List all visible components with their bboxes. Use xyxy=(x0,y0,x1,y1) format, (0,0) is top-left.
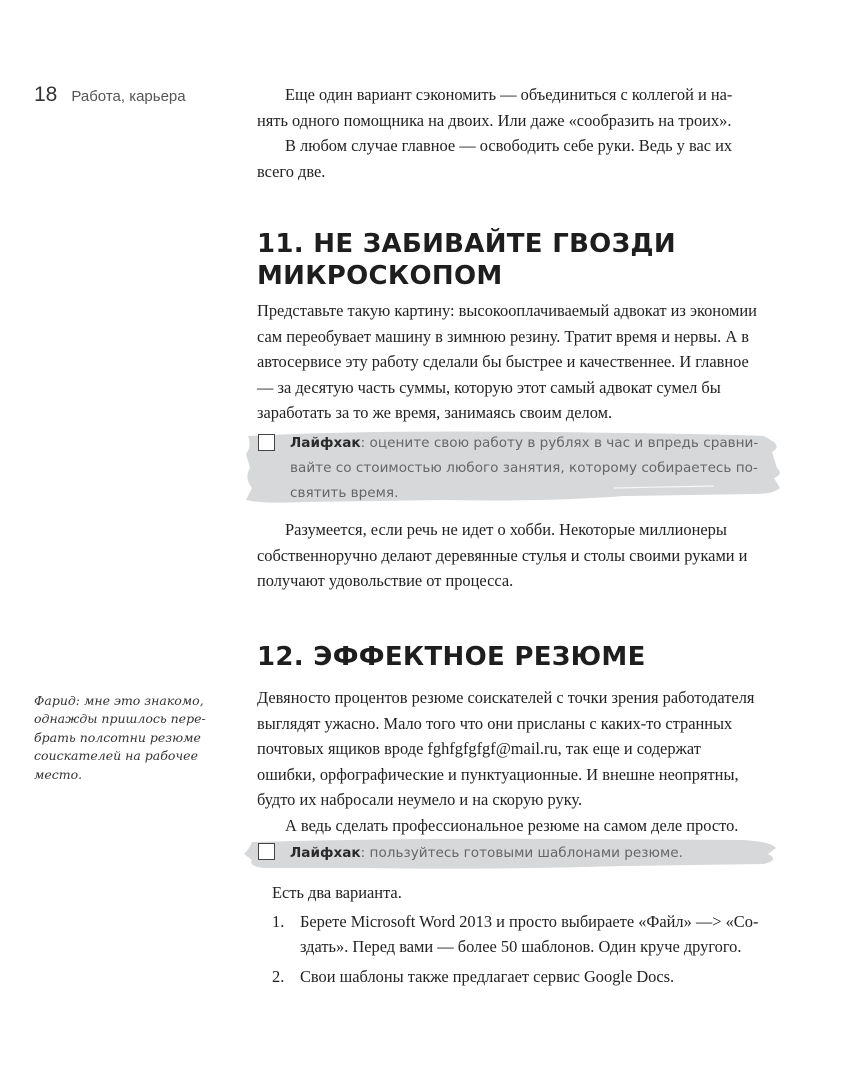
section-11-paragraph: Разумеется, если речь не идет о хобби. Некоторые миллионеры собственноручно делают деревянные стулья и столы своими руками и получают удовольствие от процесса. xyxy=(257,520,748,590)
lifehack-body: : пользуйтесь готовыми шаблонами резюме. xyxy=(360,845,683,861)
running-section-title: Работа, карьера xyxy=(71,88,186,105)
section-11-title: 11. НЕ ЗАБИВАЙТЕ ГВОЗДИ МИКРОСКОПОМ xyxy=(257,229,676,291)
section-12-paragraph: Девяносто процентов резюме соискателей с точки зрения работодателя выглядят ужасно. Мало того что они присланы с каких-то странных почтовых ящиков вроде fghfgfgfgf@mail.ru, так еще и содержат ошибки, орфографические и пунктуационные. И внешне неопрятны, будто их набросали неумело и на скорую руку. xyxy=(257,688,755,809)
section-11-paragraph: Представьте такую картину: высокооплачиваемый адвокат из экономии сам переобувает машину в зимнюю резину. Тратит время и нервы. А в автосервисе эту работу сделали бы быстрее и качественнее. И главное — за десятую часть суммы, которую этот самый адвокат сумел бы заработать за то же время, занимаясь своим делом. xyxy=(257,301,757,422)
lifehack-box xyxy=(244,836,782,872)
checkbox-icon[interactable] xyxy=(258,434,275,451)
variants-block xyxy=(272,880,762,993)
margin-note: Фарид: мне это знакомо, однажды пришлось перебрать полсотни резюме соискателей на рабочее место. xyxy=(34,693,206,782)
section-11-body xyxy=(257,298,757,426)
variants-list xyxy=(272,909,762,990)
list-number: 1. xyxy=(272,911,285,931)
lifehack-text xyxy=(290,841,770,866)
section-12-body xyxy=(257,685,757,838)
running-head xyxy=(34,83,186,107)
lifehack-label: Лайфхак xyxy=(290,845,361,861)
list-number: 2. xyxy=(272,966,285,986)
checkbox-icon[interactable] xyxy=(258,843,275,860)
page-number: 18 xyxy=(34,83,58,106)
lifehack-body: : оцените свою работу в рублях в час и впредь сравнивайте со стоимостью любого занятия, которому собираетесь посвятить время. xyxy=(290,435,759,501)
intro-paragraph: В любом случае главное — освободить себе руки. Ведь у вас их всего две. xyxy=(257,136,733,181)
lifehack-box xyxy=(244,428,782,508)
section-11-body-2 xyxy=(257,517,757,594)
list-text: Берете Microsoft Word 2013 и просто выбираете «Файл» —> «Создать». Перед вами — более 50 шаблонов. Один круче другого. xyxy=(300,911,759,956)
intro-paragraph: Еще один вариант сэкономить — объединиться с коллегой и нанять одного помощника на двоих. Или даже «сообразить на троих». xyxy=(257,85,733,130)
section-12-paragraph: А ведь сделать профессиональное резюме на самом деле просто. xyxy=(285,815,739,835)
variants-intro: Есть два варианта. xyxy=(272,883,402,902)
list-item xyxy=(272,964,762,990)
section-12-title: 12. ЭФФЕКТНОЕ РЕЗЮМЕ xyxy=(257,642,646,672)
lifehack-label: Лайфхак xyxy=(290,435,361,451)
lifehack-text xyxy=(290,431,770,506)
intro-block xyxy=(257,82,757,184)
list-text: Свои шаблоны также предлагает сервис Google Docs. xyxy=(300,966,675,986)
list-item xyxy=(272,909,762,960)
section-12-heading-wrap xyxy=(257,641,757,673)
section-11-heading-wrap xyxy=(257,228,677,292)
